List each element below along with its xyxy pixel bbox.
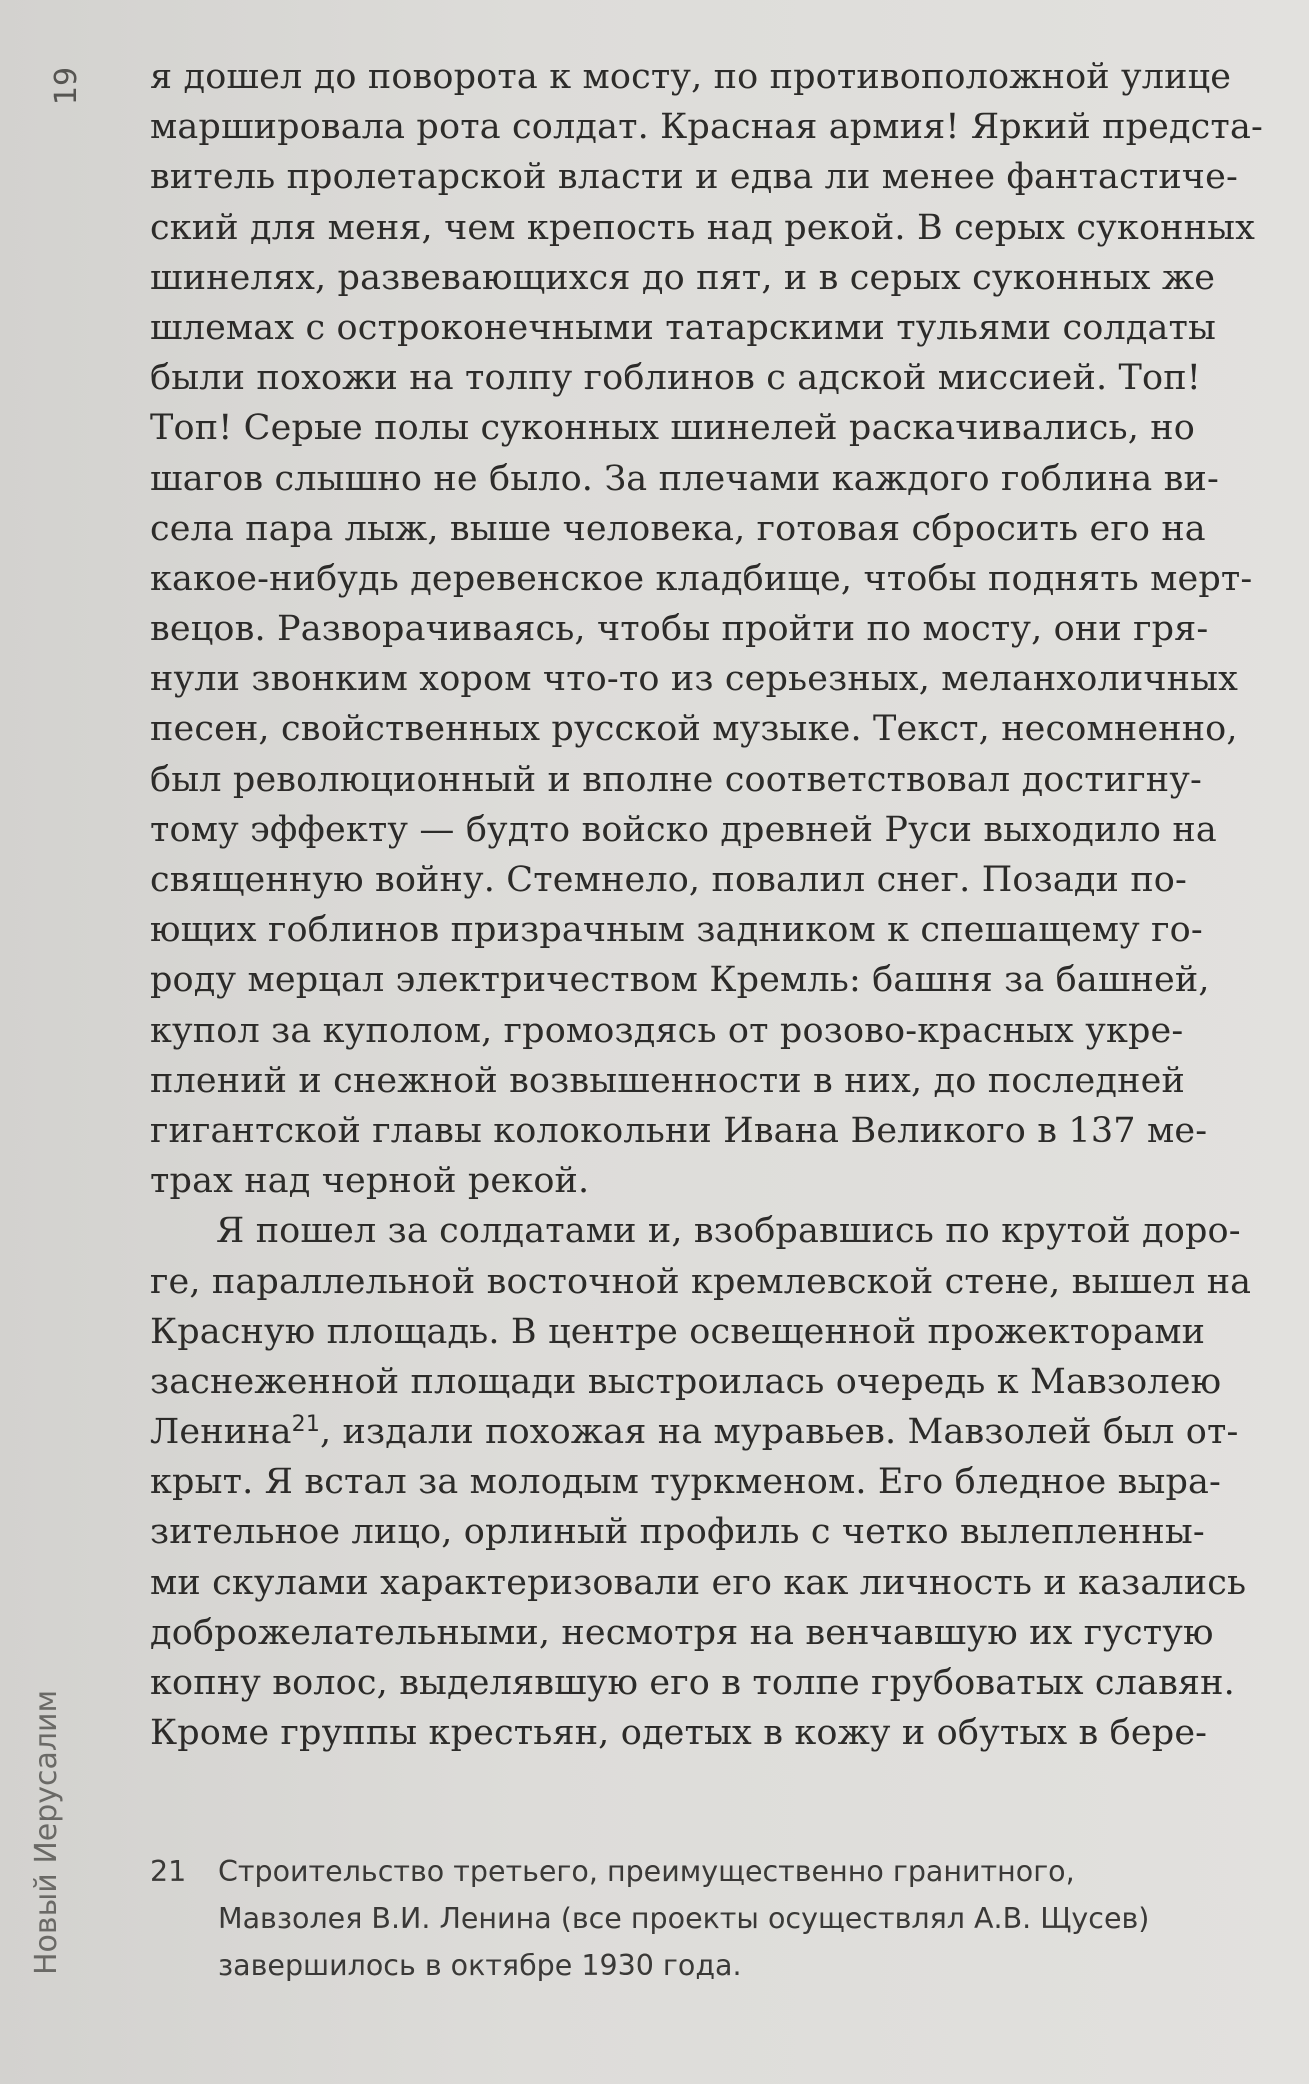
text-line: зительное лицо, орлиный профиль с четко вылепленны- (150, 1512, 1205, 1553)
text-line: шлемах с остроконечными татарскими тульями солдаты (150, 307, 1217, 348)
text-line: священную войну. Стемнело, повалил снег. Позади по- (150, 860, 1187, 900)
text-line: ский для меня, чем крепость над рекой. В серых суконных (150, 207, 1256, 248)
body-text (150, 52, 1263, 1758)
running-head: Новый Иерусалим (29, 1689, 64, 1975)
text-line: ющих гоблинов призрачным задником к спешащему го- (150, 910, 1203, 951)
text-line: Кроме группы крестьян, одетых в кожу и обутых в бере- (150, 1713, 1208, 1754)
text-line: шагов слышно не было. За плечами каждого гоблина ви- (150, 458, 1219, 499)
text-line: нули звонким хором что-то из серьезных, меланхоличных (150, 659, 1238, 700)
text-line: плений и снежной возвышенности в них, до последней (150, 1060, 1185, 1101)
text-line: ге, параллельной восточной кремлевской стене, вышел на (150, 1261, 1252, 1302)
text-line: ми скулами характеризовали его как личность и казались (150, 1562, 1247, 1603)
text-line: купол за куполом, громоздясь от розово-красных укре- (150, 1010, 1184, 1051)
text-line: трах над черной рекой. (150, 1161, 590, 1202)
text-line: села пара лыж, выше человека, готовая сбросить его на (150, 508, 1206, 549)
page-number: 19 (48, 66, 84, 106)
text-line: роду мерцал электричеством Кремль: башня за башней, (150, 960, 1210, 1001)
text-line: заснеженной площади выстроилась очередь к Мавзолею (150, 1361, 1222, 1402)
paragraph-first-line: Я пошел за солдатами и, взобравшись по крутой доро- (216, 1211, 1241, 1252)
text-line: вецов. Разворачиваясь, чтобы пройти по мосту, они гря- (150, 609, 1209, 650)
text-line: гигантской главы колокольни Ивана Великого в 137 ме- (150, 1110, 1208, 1151)
text-line: были похожи на толпу гоблинов с адской миссией. Топ! (150, 358, 1201, 399)
line-text-after-ref: , издали похожая на муравьев. Мавзолей был от- (319, 1412, 1239, 1453)
text-line: песен, свойственных русской музыке. Текст, несомненно, (150, 709, 1238, 750)
text-line-with-footnote (150, 1407, 1240, 1457)
footnote-line: завершилось в октябре 1930 года. (218, 1949, 742, 1982)
text-line: Топ! Серые полы суконных шинелей раскачивались, но (150, 408, 1195, 449)
footnote-number: 21 (150, 1855, 187, 1888)
text-line: какое-нибудь деревенское кладбище, чтобы поднять мерт- (150, 558, 1253, 599)
text-line: копну волос, выделявшую его в толпе грубоватых славян. (150, 1663, 1235, 1703)
text-line: доброжелательными, несмотря на венчавшую их густую (150, 1612, 1214, 1653)
text-line: был революционный и вполне соответствовал достигну- (150, 759, 1202, 800)
line-text-before-ref: Ленина (150, 1412, 292, 1453)
footnote-line: Мавзолея В.И. Ленина (все проекты осуществлял А.В. Щусев) (218, 1902, 1150, 1935)
footnote-line: Строительство третьего, преимущественно гранитного, (218, 1855, 1075, 1888)
text-line: шинелях, развевающихся до пят, и в серых суконных же (150, 257, 1216, 298)
footnote-reference[interactable]: 21 (291, 1412, 320, 1438)
text-line: тому эффекту — будто войско древней Руси выходило на (150, 809, 1217, 850)
text-line: витель пролетарской власти и едва ли менее фантастиче- (150, 157, 1238, 198)
footnote-text (218, 1848, 1258, 1989)
text-line: Красную площадь. В центре освещенной прожекторами (150, 1311, 1206, 1352)
text-line: крыт. Я встал за молодым туркменом. Его бледное выра- (150, 1462, 1222, 1503)
text-line: я дошел до поворота к мосту, по противоположной улице (150, 57, 1232, 97)
text-line: маршировала рота солдат. Красная армия! Яркий предста- (150, 107, 1263, 148)
